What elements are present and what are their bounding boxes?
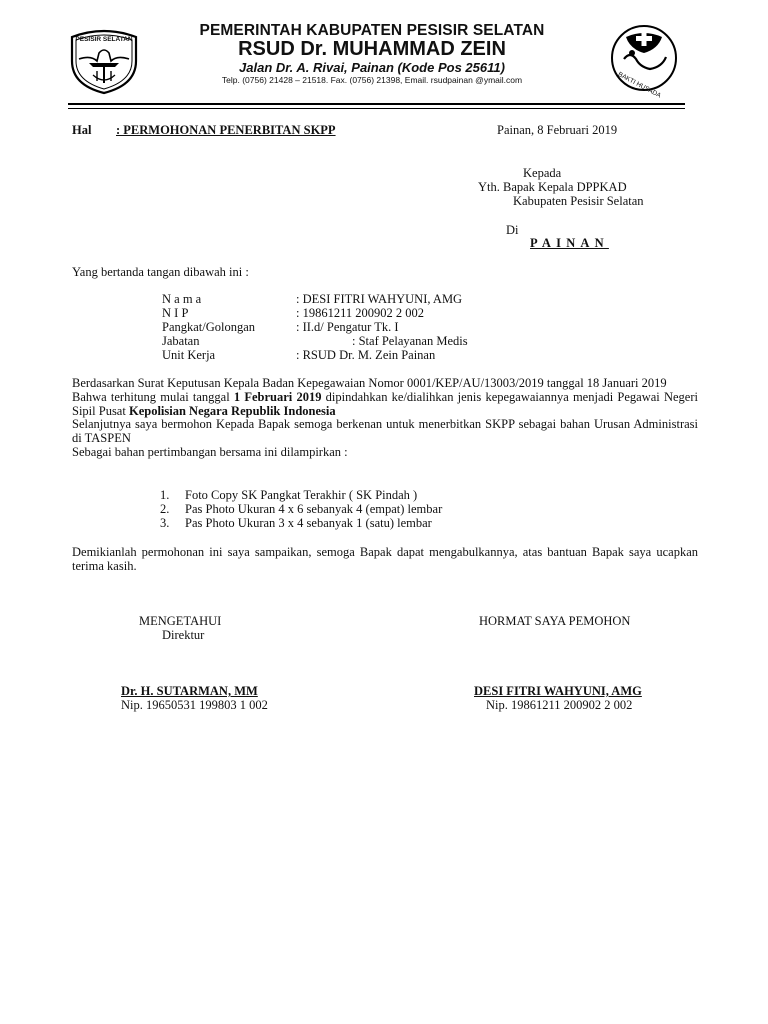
attachment-text: Foto Copy SK Pangkat Terakhir ( SK Pindah ) — [185, 488, 418, 502]
subject-label: Hal — [72, 123, 92, 137]
identity-row — [162, 292, 562, 306]
attachment-text: Pas Photo Ukuran 3 x 4 sebanyak 1 (satu) lembar — [185, 515, 432, 530]
signature-left-title: MENGETAHUI — [139, 614, 222, 628]
attachment-number: 1. — [160, 488, 170, 502]
identity-key: Unit Kerja — [162, 348, 216, 362]
right-emblem-text: BAKTI HUSADA — [616, 71, 663, 100]
attachment-list — [160, 489, 442, 530]
body-paragraph-2 — [72, 391, 698, 419]
attachment-text: Pas Photo Ukuran 4 x 6 sebanyak 4 (empat) lembar — [185, 501, 443, 516]
signature-right-name: DESI FITRI WAHYUNI, AMG — [474, 684, 642, 698]
recipient-line-1: Kepada — [523, 166, 562, 180]
identity-value: : RSUD Dr. M. Zein Painan — [296, 348, 436, 362]
list-item — [160, 503, 442, 517]
identity-block — [162, 292, 562, 362]
signature-right-nip: Nip. 19861211 200902 2 002 — [486, 698, 633, 712]
recipient-line-3: Kabupaten Pesisir Selatan — [513, 194, 644, 208]
signature-left-role: Direktur — [162, 628, 205, 642]
place-date: Painan, 8 Februari 2019 — [497, 123, 618, 137]
body-paragraph-4: Sebagai bahan pertimbangan bersama ini dilampirkan : — [72, 444, 348, 459]
left-emblem-text: PESISIR SELATAN — [75, 36, 133, 43]
letterhead-rule-thick — [68, 103, 685, 105]
letterhead-address: Jalan Dr. A. Rivai, Painan (Kode Pos 25611) — [239, 60, 505, 75]
subject-text — [116, 123, 336, 138]
identity-row — [162, 320, 562, 334]
body-text — [72, 377, 698, 460]
closing-text: Demikianlah permohonan ini saya sampaikan, semoga Bapak dapat mengabulkannya, atas bantuan Bapak saya ucapkan terima kasih. — [72, 545, 698, 573]
list-item — [160, 517, 442, 531]
body-p2-part-a: Bahwa terhitung mulai tanggal — [72, 389, 234, 404]
identity-key: N I P — [162, 306, 189, 320]
body-paragraph-1: Berdasarkan Surat Keputusan Kepala Badan Kepegawaian Nomor 0001/KEP/AU/13003/2019 tanggal 18 Januari 2019 — [72, 376, 667, 390]
letterhead-org: PEMERINTAH KABUPATEN PESISIR SELATAN — [199, 22, 545, 39]
letterhead-hospital: RSUD Dr. MUHAMMAD ZEIN — [238, 38, 506, 60]
recipient-line-2: Yth. Bapak Kepala DPPKAD — [478, 180, 627, 194]
pesisir-selatan-emblem-icon — [69, 27, 139, 95]
body-paragraph-3: Selanjutnya saya bermohon Kepada Bapak semoga berkenan untuk menerbitkan SKPP sebagai bahan Urusan Administrasi di TASPEN — [72, 417, 698, 446]
identity-row — [162, 306, 562, 320]
recipient-city: PAINAN — [530, 236, 609, 250]
subject-text-value: : PERMOHONAN PENERBITAN SKPP — [116, 123, 336, 137]
identity-row — [162, 334, 562, 348]
identity-value: : DESI FITRI WAHYUNI, AMG — [296, 292, 463, 306]
identity-value: : 19861211 200902 2 002 — [296, 306, 425, 320]
identity-key: Jabatan — [162, 334, 200, 348]
signature-left-nip: Nip. 19650531 199803 1 002 — [121, 698, 268, 712]
body-p2-part-c: dipindahkan ke/dialihkan jenis kepegawaiannya menjadi Pegawai Negeri Sipil Pusat — [72, 389, 698, 418]
list-item — [160, 489, 442, 503]
signature-left-name: Dr. H. SUTARMAN, MM — [121, 684, 258, 698]
letterhead-contact: Telp. (0756) 21428 – 21518. Fax. (0756) 21398, Email. rsudpainan @ymail.com — [221, 75, 523, 85]
letterhead-rule-thin — [68, 108, 685, 109]
attachment-number: 3. — [160, 515, 170, 530]
identity-row — [162, 348, 562, 362]
bakti-husada-emblem-icon — [610, 23, 678, 100]
recipient-di: Di — [506, 223, 519, 237]
identity-value: : Staf Pelayanan Medis — [352, 334, 468, 348]
body-p2-agency: Kepolisian Negara Republik Indonesia — [128, 403, 336, 418]
identity-key: Pangkat/Golongan — [162, 320, 256, 334]
body-p2-date: 1 Februari 2019 — [233, 389, 322, 404]
attachment-number: 2. — [160, 501, 170, 516]
identity-value: : II.d/ Pengatur Tk. I — [296, 320, 399, 334]
intro-text: Yang bertanda tangan dibawah ini : — [72, 265, 249, 279]
signature-right-title: HORMAT SAYA PEMOHON — [479, 614, 631, 628]
identity-key: N a m a — [162, 292, 202, 306]
